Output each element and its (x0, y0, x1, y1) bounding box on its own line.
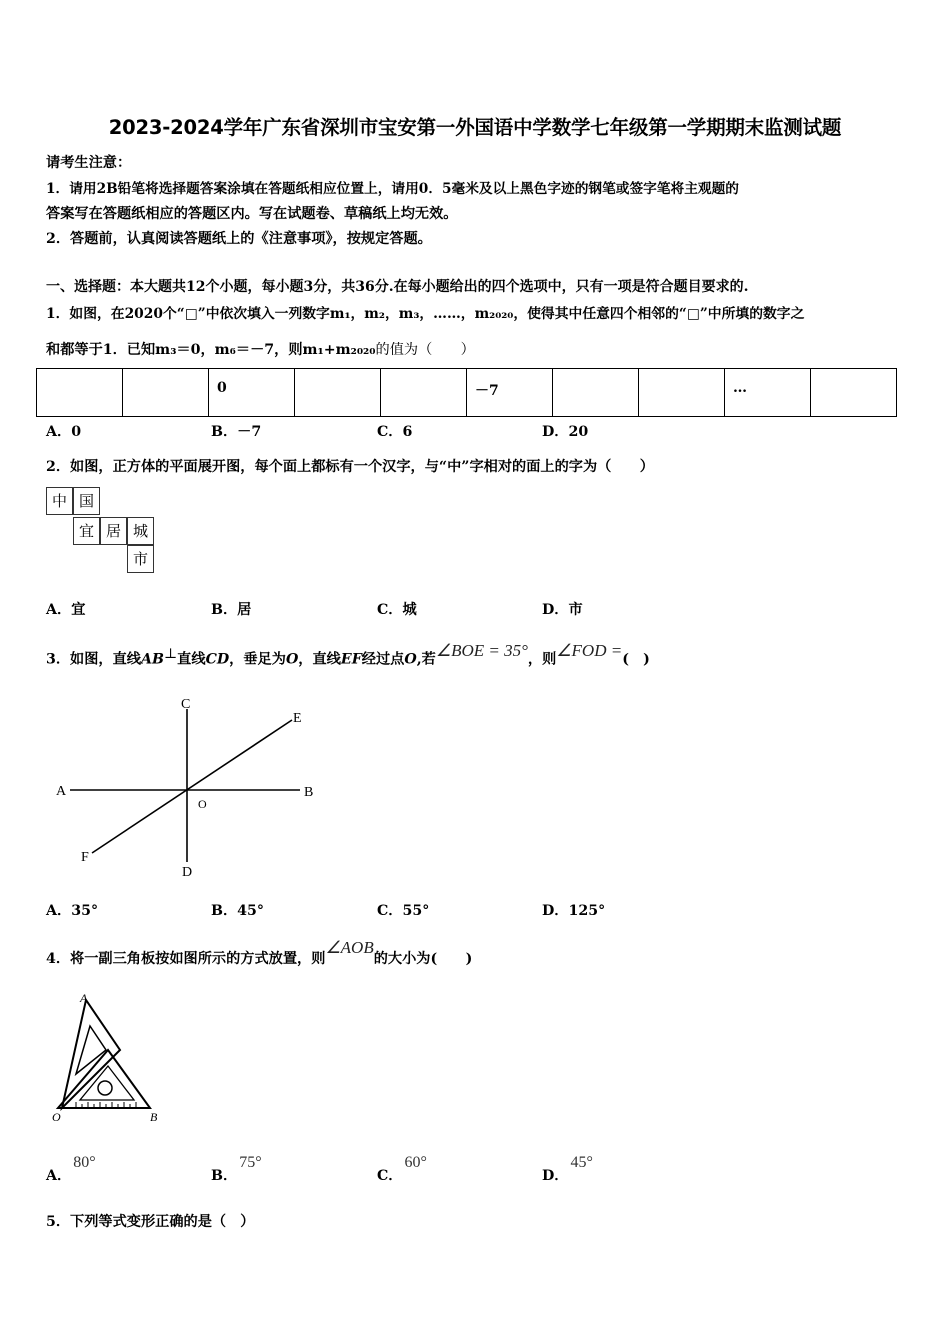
seq-box (553, 369, 639, 417)
seq-box: … (725, 369, 811, 417)
seq-box (123, 369, 209, 417)
option-letter: C． (377, 1168, 403, 1184)
q3-option-a[interactable]: A．35° (46, 903, 99, 919)
label-c: C (181, 697, 191, 712)
notice-heading: 请考生注意： (46, 155, 132, 171)
q1-option-b[interactable]: B．－7 (211, 424, 262, 440)
q4-text: 4．将一副三角板按如图所示的方式放置，则 (46, 951, 326, 967)
q4-option-c[interactable] (377, 1154, 427, 1185)
q3-paren: ( ) (622, 651, 650, 668)
label-o: O (52, 1110, 61, 1124)
q3-ef: EF (340, 651, 362, 668)
q3-stem (46, 640, 650, 669)
q2-option-b[interactable]: B．居 (211, 602, 252, 618)
label-a: A (80, 991, 88, 1005)
label-f: F (81, 850, 89, 865)
q1-option-c[interactable]: C．6 (377, 424, 413, 440)
net-face: 居 (100, 517, 127, 545)
option-value: 45° (570, 1154, 593, 1171)
q3-o: O (285, 651, 299, 668)
seq-box (639, 369, 725, 417)
net-face: 宜 (73, 517, 100, 545)
q3-text: ，直线 (298, 651, 341, 668)
q3-ab: AB (141, 651, 164, 668)
label-e: E (293, 711, 302, 726)
seq-box (37, 369, 123, 417)
q3-o: O (404, 651, 417, 668)
net-face: 城 (127, 517, 154, 545)
label-d: D (182, 865, 193, 880)
q3-text: 经过点 (361, 651, 405, 668)
q4-stem (46, 938, 473, 968)
q3-cd: CD (205, 651, 230, 668)
triangle-inner (76, 1026, 106, 1074)
notice-line2: 2．答题前，认真阅读答题纸上的《注意事项》，按规定答题。 (46, 231, 432, 247)
option-value: 60° (404, 1154, 427, 1171)
label-b: B (304, 785, 314, 800)
q3-text: ,若 (416, 651, 436, 668)
q3-perp-symbol: ⊥ (164, 646, 178, 662)
seq-box (295, 369, 381, 417)
q1-sequence-boxes (36, 368, 897, 417)
q1-stem-line1: 1．如图，在2020个“□”中依次填入一列数字m₁，m₂，m₃，……，m₂₀₂₀，使得其中任意四个相邻的“□”中所填的数字之 (46, 306, 805, 322)
q3-text: ，垂足为 (229, 651, 286, 668)
q3-condition: ∠BOE = 35° (435, 640, 528, 660)
q2-stem: 2．如图，正方体的平面展开图，每个面上都标有一个汉字，与“中”字相对的面上的字为（ ） (46, 459, 654, 475)
q1-question: 的值为（ ） (375, 342, 475, 358)
net-face: 市 (127, 545, 154, 573)
notice-line1: 1．请用2B铅笔将选择题答案涂填在答题纸相应位置上，请用0．5毫米及以上黑色字迹的钢笔或签字笔将主观题的 (46, 181, 739, 197)
net-face: 中 (46, 487, 73, 515)
q3-text: ，则 (527, 651, 557, 668)
option-letter: B． (211, 1168, 238, 1184)
page-title: 2023-2024学年广东省深圳市宝安第一外国语中学数学七年级第一学期期末监测试题 (108, 116, 842, 139)
q3-text: 直线 (177, 651, 206, 668)
net-face: 国 (73, 487, 100, 515)
q3-lines-figure (50, 692, 330, 882)
q1-option-d[interactable]: D．20 (542, 424, 589, 440)
q3-option-d[interactable]: D．125° (542, 903, 606, 919)
q3-ask: ∠FOD = (556, 640, 623, 660)
option-value: 80° (73, 1154, 96, 1171)
q2-option-c[interactable]: C．城 (377, 602, 417, 618)
label-b: B (150, 1110, 158, 1124)
notice-line1b: 答案写在答题纸相应的答题区内。写在试题卷、草稿纸上均无效。 (46, 206, 458, 222)
seq-box (381, 369, 467, 417)
q3-option-c[interactable]: C．55° (377, 903, 430, 919)
q1-stem-line2 (46, 339, 475, 359)
seq-box: 0 (209, 369, 295, 417)
q5-stem: 5．下列等式变形正确的是（ ） (46, 1214, 255, 1230)
q1-condition: 和都等于1．已知m₃＝0，m₆＝－7，则m₁+m₂₀₂₀ (46, 342, 376, 358)
q1-option-a[interactable]: A．0 (46, 424, 82, 440)
q4-angle: ∠AOB (325, 938, 374, 957)
section-heading: 一、选择题：本大题共12个小题，每小题3分，共36分.在每小题给出的四个选项中，只有一项是符合题目要求的. (46, 279, 749, 295)
label-o: O (198, 797, 207, 811)
q4-triangles-figure (50, 990, 170, 1125)
protractor-hole (98, 1081, 112, 1095)
seq-box (811, 369, 897, 417)
seq-box: －7 (467, 369, 553, 417)
label-a: A (56, 784, 67, 799)
q2-option-d[interactable]: D．市 (542, 602, 583, 618)
q2-option-a[interactable]: A．宜 (46, 602, 86, 618)
q4-text: 的大小为( ) (373, 951, 473, 967)
option-value: 75° (239, 1154, 262, 1171)
q4-option-a[interactable] (46, 1154, 96, 1185)
q4-option-d[interactable] (542, 1154, 593, 1185)
q3-text: 3．如图，直线 (46, 651, 141, 668)
q3-option-b[interactable]: B．45° (211, 903, 265, 919)
line-ef (92, 720, 292, 853)
q4-option-b[interactable] (211, 1154, 262, 1185)
option-letter: D． (542, 1168, 569, 1184)
option-letter: A． (46, 1168, 72, 1184)
